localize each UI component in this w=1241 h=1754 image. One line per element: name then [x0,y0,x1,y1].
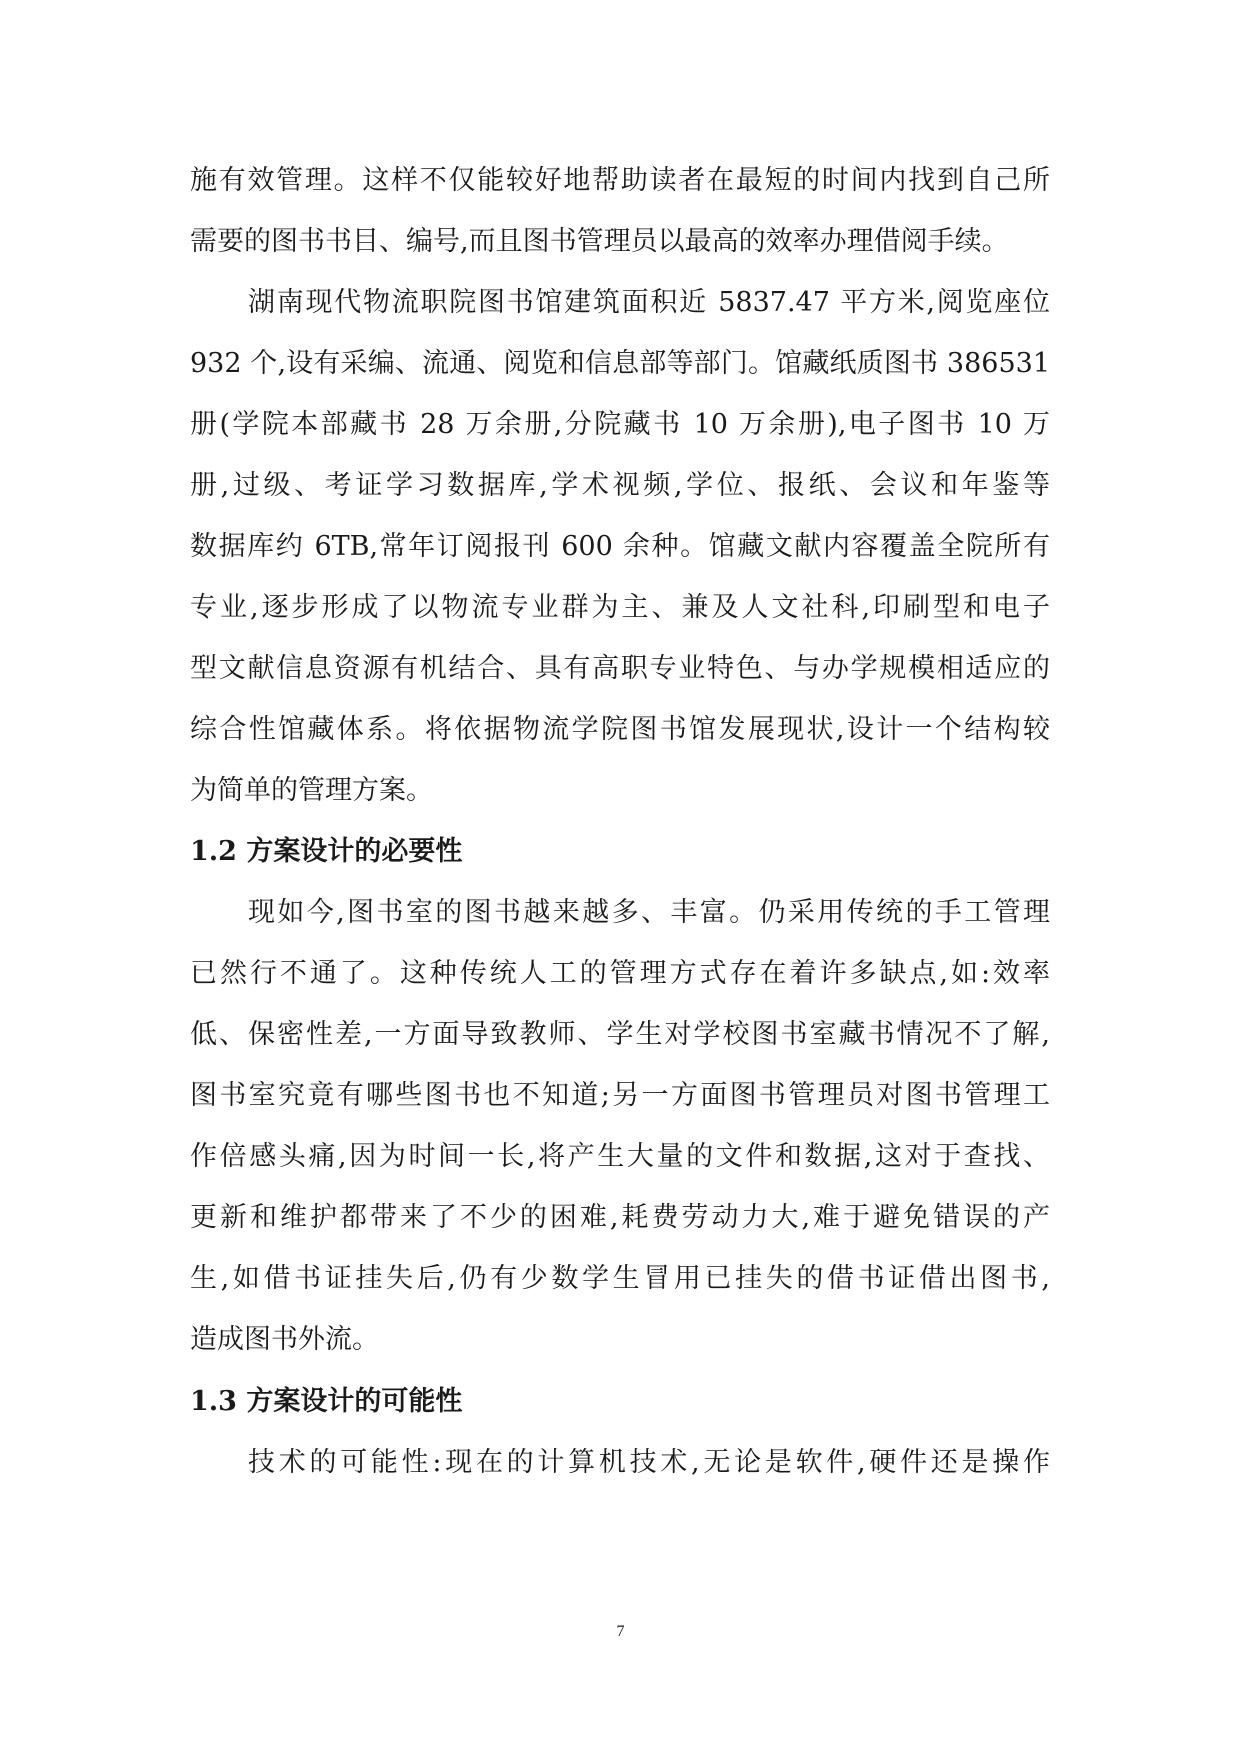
paragraph-2-line-4: 册,过级、考证学习数据库,学术视频,学位、报纸、会议和年鉴等 [190,470,1050,501]
section-1-2-line-5: 作倍感头痛,因为时间一长,将产生大量的文件和数据,这对于查找、 [190,1141,1050,1172]
page-number: 7 [616,1623,625,1640]
section-1-2-line-7: 生,如借书证挂失后,仍有少数学生冒用已挂失的借书证借出图书, [190,1263,1050,1294]
paragraph-2-line-9: 为简单的管理方案。 [190,775,433,806]
section-1-2-line-6: 更新和维护都带来了不少的困难,耗费劳动力大,难于避免错误的产 [190,1202,1050,1233]
section-1-2-line-1: 现如今,图书室的图书越来越多、丰富。仍采用传统的手工管理 [248,897,1050,928]
paragraph-2-line-1: 湖南现代物流职院图书馆建筑面积近 5837.47 平方米,阅览座位 [248,287,1050,318]
paragraph-1-line-1: 施有效管理。这样不仅能较好地帮助读者在最短的时间内找到自己所 [190,165,1050,196]
paragraph-2-line-5: 数据库约 6TB,常年订阅报刊 600 余种。馆藏文献内容覆盖全院所有 [190,531,1050,562]
section-1-2-line-2: 已然行不通了。这种传统人工的管理方式存在着许多缺点,如:效率 [190,958,1050,989]
paragraph-2-line-6: 专业,逐步形成了以物流专业群为主、兼及人文社科,印刷型和电子 [190,592,1050,623]
paragraph-1-line-2: 需要的图书书目、编号,而且图书管理员以最高的效率办理借阅手续。 [190,226,1009,257]
section-1-2-line-4: 图书室究竟有哪些图书也不知道;另一方面图书管理员对图书管理工 [190,1080,1050,1111]
paragraph-2-line-3: 册(学院本部藏书 28 万余册,分院藏书 10 万余册),电子图书 10 万 [190,409,1050,440]
paragraph-2-line-2: 932 个,设有采编、流通、阅览和信息部等部门。馆藏纸质图书 386531 [190,348,1050,379]
section-1-3-line-1: 技术的可能性:现在的计算机技术,无论是软件,硬件还是操作 [248,1447,1050,1478]
section-heading-1-3: 1.3 方案设计的可能性 [190,1386,463,1417]
section-1-2-line-3: 低、保密性差,一方面导致教师、学生对学校图书室藏书情况不了解, [190,1019,1050,1050]
section-heading-1-2: 1.2 方案设计的必要性 [190,836,463,867]
paragraph-2-line-7: 型文献信息资源有机结合、具有高职专业特色、与办学规模相适应的 [190,653,1050,684]
paragraph-2-line-8: 综合性馆藏体系。将依据物流学院图书馆发展现状,设计一个结构较 [190,714,1050,745]
section-1-2-line-8: 造成图书外流。 [190,1324,379,1355]
